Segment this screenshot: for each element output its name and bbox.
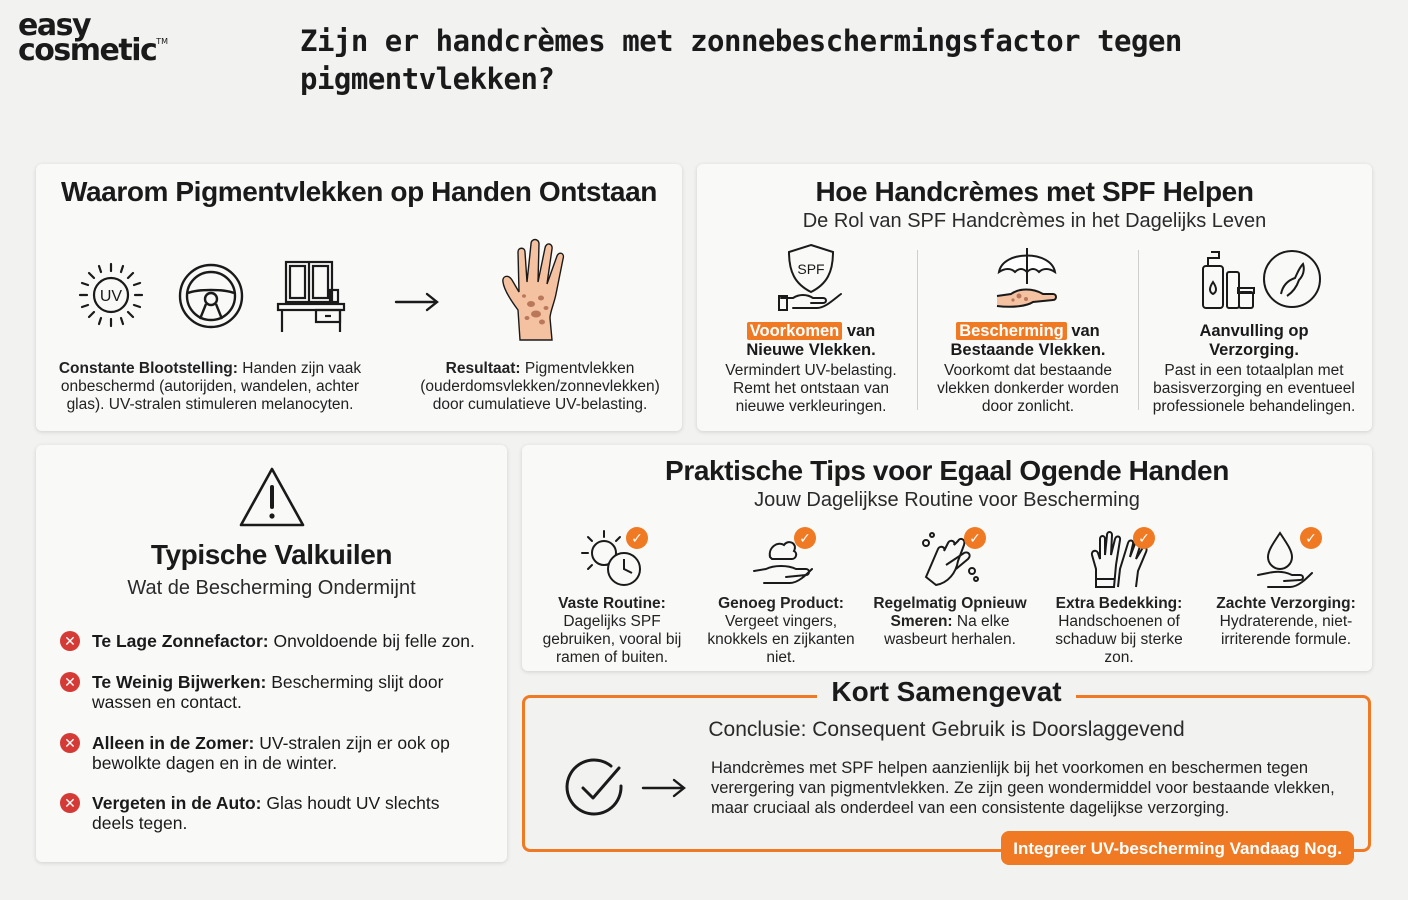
result-text: Resultaat: Pigmentvlekken (ouderdomsvlekken/zonnevlekken) door cumulatieve UV-belasting. bbox=[420, 360, 660, 413]
spf-item-1-text: Vermindert UV-belasting. Remt het ontstaan van nieuwe verkleuringen. bbox=[725, 362, 897, 415]
summary-text: Handcrèmes met SPF helpen aanzienlijk bij het voorkomen en beschermen tegen verergering van pigmentvlekken. Ze zijn geen wondermiddel voor bestaande vlekken, maar cruciaal als onderdeel van een consistente dagelijkse verzorging. bbox=[711, 759, 1335, 817]
arrow-right-icon bbox=[641, 778, 687, 798]
hand-spots-icon bbox=[500, 238, 578, 342]
check-icon: ✓ bbox=[626, 527, 648, 549]
pitfalls-subtitle: Wat de Bescherming Ondermijnt bbox=[127, 577, 416, 599]
uv-sun-icon bbox=[76, 260, 146, 330]
tips-subtitle: Jouw Dagelijkse Routine voor Bescherming bbox=[754, 489, 1140, 511]
page-title: Zijn er handcrèmes met zonnebeschermingsfactor tegen pigmentvlekken? bbox=[300, 24, 1182, 96]
tips-title: Praktische Tips voor Egaal Ogende Handen bbox=[665, 455, 1229, 486]
spf-divider-2 bbox=[1138, 250, 1139, 410]
x-icon: ✕ bbox=[60, 793, 80, 813]
x-icon: ✕ bbox=[60, 672, 80, 692]
cta-button[interactable]: Integreer UV-bescherming Vandaag Nog. bbox=[1001, 831, 1354, 865]
summary-conclusion: Conclusie: Consequent Gebruik is Doorslaggevend bbox=[708, 718, 1185, 741]
pitfall-item: ✕ Alleen in de Zomer: UV-stralen zijn er ook op bewolkte dagen en in de winter. bbox=[60, 733, 480, 773]
logo-line-1: easy bbox=[18, 8, 91, 43]
spf-item-1-head: Voorkomen van Nieuwe Vlekken. bbox=[746, 322, 876, 359]
check-icon: ✓ bbox=[1300, 527, 1322, 549]
causes-card bbox=[36, 164, 682, 431]
tips-card bbox=[522, 445, 1372, 671]
summary-box bbox=[522, 676, 1371, 858]
tip-5-text: Zachte Verzorging: Hydraterende, niet-irriterende formule. bbox=[1216, 595, 1356, 648]
tip-3-text: Regelmatig Opnieuw Smeren: Na elke wasbeurt herhalen. bbox=[873, 595, 1027, 648]
x-icon: ✕ bbox=[60, 733, 80, 753]
check-icon: ✓ bbox=[794, 527, 816, 549]
exposure-text: Constante Blootstelling: Handen zijn vaak onbeschermd (autorijden, wandelen, achter glas). UV-stralen stimuleren melanocyten. bbox=[58, 360, 362, 413]
spf-title: Hoe Handcrèmes met SPF Helpen bbox=[815, 176, 1254, 207]
tip-2-text: Genoeg Product: Vergeet vingers, knokkels en zijkanten niet. bbox=[707, 595, 855, 666]
spf-item-3-text: Past in een totaalplan met basisverzorging en eventueel professionele behandelingen. bbox=[1152, 362, 1356, 415]
tip-4-text: Extra Bedekking: Handschoenen of schaduw bij sterke zon. bbox=[1055, 595, 1183, 666]
logo-line-2: cosmetic™ bbox=[18, 32, 169, 68]
warning-icon bbox=[237, 465, 307, 529]
pitfall-item: ✕ Vergeten in de Auto: Glas houdt UV slechts deels tegen. bbox=[60, 793, 480, 833]
check-icon: ✓ bbox=[1133, 527, 1155, 549]
pitfall-item: ✕ Te Weinig Bijwerken: Bescherming slijt door wassen en contact. bbox=[60, 672, 480, 712]
brand-logo bbox=[18, 8, 169, 68]
pitfalls-title: Typische Valkuilen bbox=[150, 539, 393, 570]
spf-subtitle: De Rol van SPF Handcrèmes in het Dagelijks Leven bbox=[802, 210, 1267, 232]
cream-products-icon bbox=[1197, 248, 1257, 312]
window-desk-icon bbox=[276, 258, 346, 334]
umbrella-hand-icon bbox=[993, 244, 1061, 312]
treatment-icon bbox=[1261, 248, 1323, 310]
spf-item-2-text: Voorkomt dat bestaande vlekken donkerder worden door zonlicht. bbox=[937, 362, 1119, 415]
svg-text:UV: UV bbox=[99, 288, 123, 305]
pitfall-item: ✕ Te Lage Zonnefactor: Onvoldoende bij felle zon. bbox=[60, 631, 480, 651]
spf-shield-hand-icon bbox=[777, 242, 845, 312]
tip-1-text: Vaste Routine: Dagelijks SPF gebruiken, vooral bij ramen of buiten. bbox=[542, 595, 682, 666]
svg-text:SPF: SPF bbox=[797, 261, 825, 277]
steering-wheel-icon bbox=[176, 261, 246, 331]
check-circle-icon bbox=[563, 756, 627, 820]
spf-card bbox=[697, 164, 1372, 431]
pitfalls-card bbox=[36, 445, 507, 862]
spf-item-3-head: Aanvulling op Verzorging. bbox=[1199, 322, 1309, 359]
arrow-right-icon bbox=[394, 292, 440, 312]
summary-title: Kort Samengevat bbox=[525, 676, 1368, 708]
check-icon: ✓ bbox=[964, 527, 986, 549]
spf-item-2-head: Bescherming van Bestaande Vlekken. bbox=[950, 322, 1106, 359]
causes-title: Waarom Pigmentvlekken op Handen Ontstaan bbox=[61, 176, 657, 207]
x-icon: ✕ bbox=[60, 631, 80, 651]
spf-divider-1 bbox=[917, 250, 918, 410]
